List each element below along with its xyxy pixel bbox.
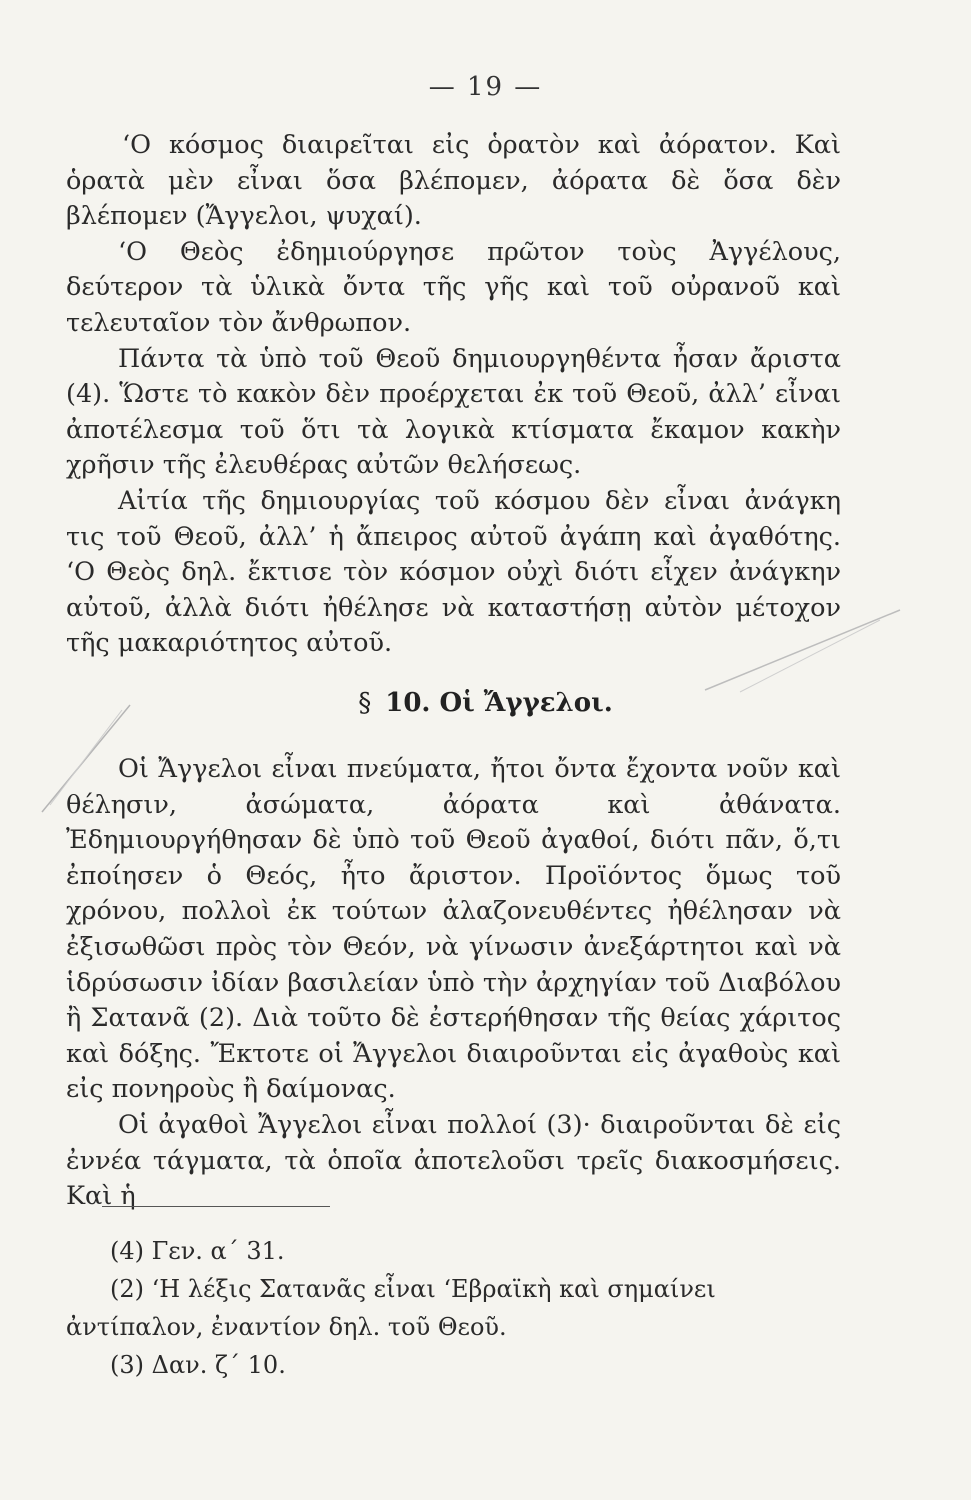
footnote-divider — [102, 1206, 330, 1207]
section-title: 10. Οἱ Ἄγγελοι. — [385, 688, 613, 718]
paragraph: Οἱ ἀγαθοὶ Ἄγγελοι εἶναι πολλοί (3)· διαιροῦνται δὲ εἰς ἐννέα τάγματα, τὰ ὁποῖα ἀποτελοῦσι τρεῖς διακοσμήσεις. Καὶ ἡ — [66, 1109, 841, 1212]
paragraph: Αἰτία τῆς δημιουργίας τοῦ κόσμου δὲν εἶναι ἀνάγκη τις τοῦ Θεοῦ, ἀλλ’ ἡ ἄπειρος αὐτοῦ ἀγάπη καὶ ἀγαθότης. ‘Ο Θεὸς δηλ. ἔκτισε τὸν κόσμον οὐχὶ διότι εἶχεν ἀνάγκην αὐτοῦ, ἀλλὰ διότι ἠθέλησε νὰ καταστήσῃ αὐτὸν μέτοχον τῆς μακαριότητος αὐτοῦ. — [66, 485, 841, 659]
page-number: — 19 — — [428, 72, 543, 102]
footnote: (2) ‘Η λέξις Σατανᾶς εἶναι ‘Εβραϊκὴ καὶ σημαίνει ἀντίπαλον, ἐναντίον δηλ. τοῦ Θεοῦ. — [66, 1275, 716, 1341]
section-symbol: § — [358, 688, 372, 718]
pencil-mark-right — [700, 600, 910, 700]
footnote: (3) Δαν. ζ΄ 10. — [110, 1351, 286, 1379]
pencil-mark-left — [30, 700, 140, 820]
paragraph: Πάντα τὰ ὑπὸ τοῦ Θεοῦ δημιουργηθέντα ἦσαν ἄριστα (4). Ὥστε τὸ κακὸν δὲν προέρχεται ἐκ τοῦ Θεοῦ, ἀλλ’ εἶναι ἀποτέλεσμα τοῦ ὅτι τὰ λογικὰ κτίσματα ἔκαμον κακὴν χρῆσιν τῆς ἐλευθέρας αὐτῶν θελήσεως. — [66, 343, 841, 481]
section-text-angels — [66, 752, 841, 1215]
paragraph: Οἱ Ἄγγελοι εἶναι πνεύματα, ἤτοι ὄντα ἔχοντα νοῦν καὶ θέλησιν, ἀσώματα, ἀόρατα καὶ ἀθάνατα. Ἐδημιουργήθησαν δὲ ὑπὸ τοῦ Θεοῦ ἀγαθοί, διότι πᾶν, ὅ,τι ἐποίησεν ὁ Θεός, ἦτο ἄριστον. Προϊόντος ὅμως τοῦ χρόνου, πολλοὶ ἐκ τούτων ἀλαζονευθέντες ἠθέλησαν νὰ ἐξισωθῶσι πρὸς τὸν Θεόν, νὰ γίνωσιν ἀνεξάρτητοι καὶ νὰ ἱδρύσωσιν ἰδίαν βασιλείαν ὑπὸ τὴν ἀρχηγίαν τοῦ Διαβόλου ἢ Σατανᾶ (2). Διὰ τοῦτο δὲ ἐστερήθησαν τῆς θείας χάριτος καὶ δόξης. Ἔκτοτε οἱ Ἄγγελοι διαιροῦνται εἰς ἀγαθοὺς καὶ εἰς πονηροὺς ἢ δαίμονας. — [66, 754, 841, 1105]
footnotes — [66, 1232, 841, 1384]
section-text-upper — [66, 128, 841, 662]
paragraph: ‘Ο Θεὸς ἐδημιούργησε πρῶτον τοὺς Ἀγγέλους, δεύτερον τὰ ὑλικὰ ὄντα τῆς γῆς καὶ τοῦ οὐρανοῦ καὶ τελευταῖον τὸν ἄνθρωπον. — [66, 236, 841, 338]
footnote: (4) Γεν. α΄ 31. — [110, 1237, 285, 1265]
paragraph: ‘Ο κόσμος διαιρεῖται εἰς ὁρατὸν καὶ ἀόρατον. Καὶ ὁρατὰ μὲν εἶναι ὅσα βλέπομεν, ἀόρατα δὲ ὅσα δὲν βλέπομεν (Ἄγγελοι, ψυχαί). — [66, 130, 841, 232]
